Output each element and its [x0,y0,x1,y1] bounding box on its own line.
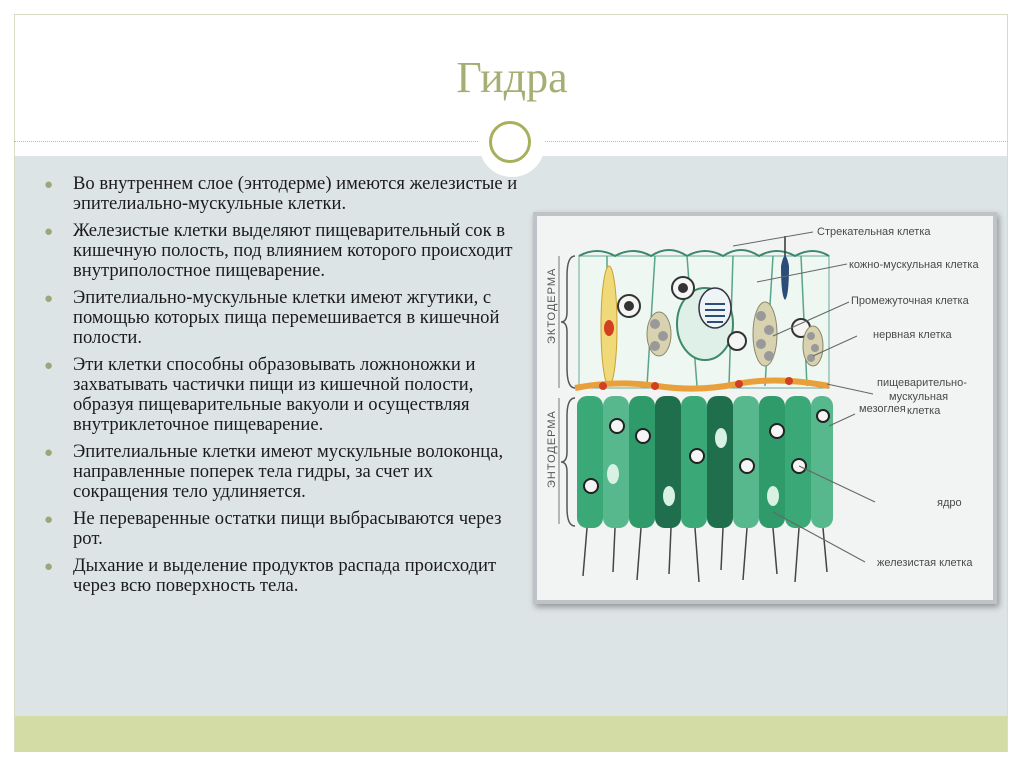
endo-brace [561,398,575,526]
bullet-text: Эпителиальные клетки имеют мускульные волоконца, направленные поперек тела гидры, за счет их сокращения тело удлиняется. [73,441,504,502]
bullet-dot-icon: ● [44,177,54,193]
flagella [583,528,827,582]
footer-band [15,716,1007,752]
endoderm-layer [577,396,833,582]
ectoderm-label: ЭКТОДЕРМА [546,267,558,344]
label-digestive-cell-3: клетка [907,405,941,417]
bullet-item [40,556,520,596]
bullet-text: Эти клетки способны образовывать ложноножки и захватывать частички пищи из кишечной полости, образуя пищеварительные вакуоли и осуществляя внутриклеточное пищеварение. [73,354,476,435]
bullet-dot-icon: ● [44,512,54,528]
label-digestive-cell-1: пищеварительно- [877,377,967,389]
bullet-item [40,355,520,435]
bullet-dot-icon: ● [44,224,54,240]
bullet-item [40,221,520,281]
bullet-dot-icon: ● [44,445,54,461]
label-mesoglea: мезоглея [859,403,906,415]
ectoderm-layer [579,236,829,388]
label-nerve-cell: нервная клетка [873,329,952,341]
page-title: Гидра [456,53,568,102]
bullet-item [40,509,520,549]
bullet-item [40,442,520,502]
bullet-item [40,174,520,214]
bullet-item [40,288,520,348]
ecto-brace [561,256,575,388]
hydra-cell-diagram [533,212,997,604]
bullet-text: Эпителиально-мускульные клетки имеют жгутики, с помощью которых пища перемешивается в кишечной полости. [73,287,500,348]
bullet-dot-icon: ● [44,358,54,374]
label-glandular-cell: железистая клетка [877,557,973,569]
label-skin-muscle-cell: кожно-мускульная клетка [849,259,979,271]
ring-ornament-icon [489,121,531,163]
bullet-text: Во внутреннем слое (энтодерме) имеются железистые и эпителиально-мускульные клетки. [73,173,518,214]
endoderm-label: ЭНТОДЕРМА [546,410,558,488]
bullet-list [40,174,520,603]
bullet-text: Железистые клетки выделяют пищеварительный сок в кишечную полость, под влиянием которого происходит внутриполостное пищеварение. [73,220,513,281]
label-digestive-cell-2: мускульная [889,391,949,403]
label-intermediate-cell: Промежуточная клетка [851,295,969,307]
label-stinging-cell: Стрекательная клетка [817,226,931,238]
bullet-dot-icon: ● [44,291,54,307]
bullet-text: Не переваренные остатки пищи выбрасываются через рот. [73,508,502,549]
bullet-text: Дыхание и выделение продуктов распада происходит через всю поверхность тела. [73,555,497,596]
diagram-canvas [537,216,993,600]
label-nucleus: ядро [937,497,962,509]
bullet-dot-icon: ● [44,559,54,575]
